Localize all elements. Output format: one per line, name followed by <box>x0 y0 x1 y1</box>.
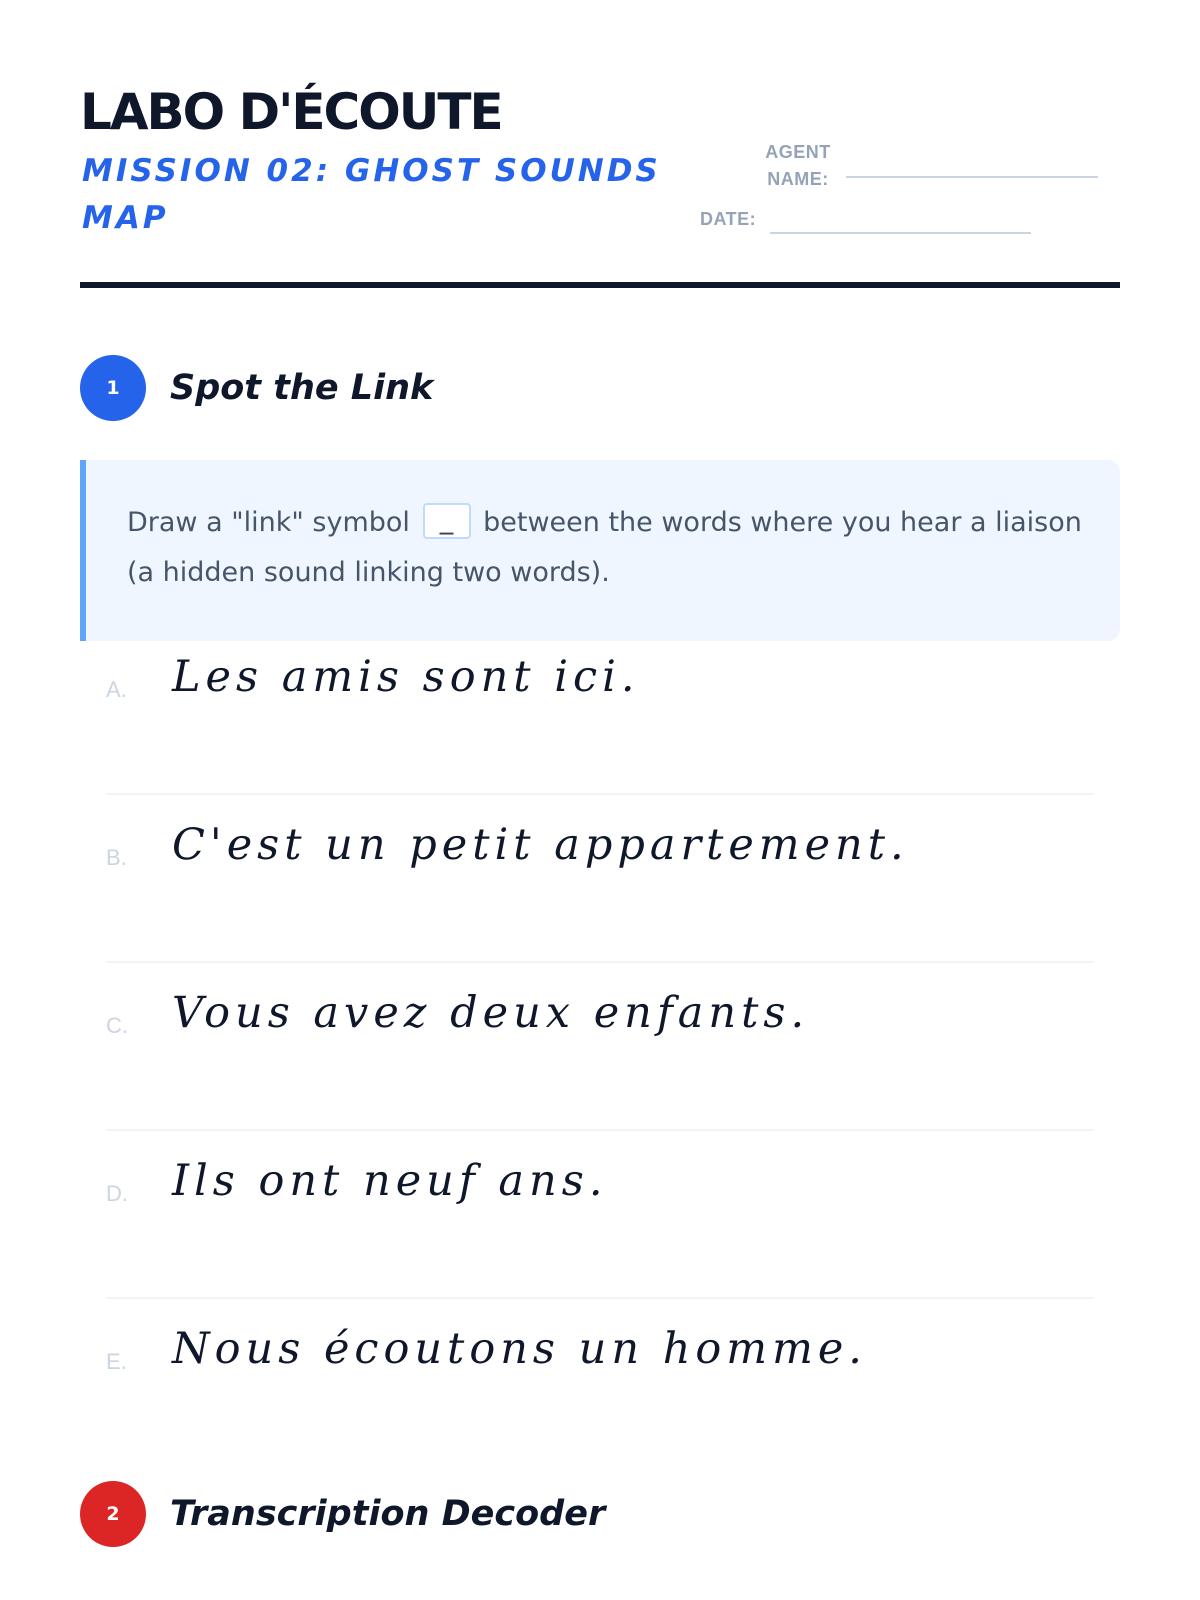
section-2-number-badge: 2 <box>80 1481 146 1547</box>
link-symbol-icon: _ <box>423 503 471 539</box>
section-1-number-badge: 1 <box>80 355 146 421</box>
sentence-item[interactable] <box>106 963 1094 1131</box>
section-2-title: Transcription Decoder <box>170 1494 606 1534</box>
date-label: DATE: <box>700 209 757 229</box>
item-letter: D. <box>106 1181 128 1206</box>
instruction-text-after: between the words where you hear a liaison (a hidden sound linking two words). <box>127 507 1082 588</box>
item-letter: A. <box>106 677 127 702</box>
sentence-text: Les amis sont ici. <box>172 652 640 702</box>
sentence-item[interactable] <box>106 795 1094 963</box>
item-letter: B. <box>106 845 127 870</box>
section-1-title: Spot the Link <box>170 368 434 408</box>
sentence-text: Nous écoutons un homme. <box>172 1324 867 1374</box>
agent-name-field[interactable] <box>846 176 1098 178</box>
sentence-item[interactable] <box>106 1131 1094 1299</box>
page-subtitle: MISSION 02: GHOST SOUNDS MAP <box>82 153 661 236</box>
sentence-text: Ils ont neuf ans. <box>172 1156 608 1206</box>
instruction-text-before: Draw a "link" symbol <box>127 507 410 538</box>
agent-name-label: AGENT NAME: <box>765 142 831 189</box>
instruction-panel <box>80 460 1120 641</box>
sentence-item[interactable] <box>106 627 1094 795</box>
sentence-item[interactable] <box>106 1299 1094 1467</box>
page-title: LABO D'ÉCOUTE <box>80 83 502 141</box>
sentence-text: C'est un petit appartement. <box>172 820 909 870</box>
worksheet-header <box>80 80 1120 288</box>
sentence-text: Vous avez deux enfants. <box>172 988 810 1038</box>
item-letter: C. <box>106 1013 128 1038</box>
date-field[interactable] <box>770 232 1031 234</box>
item-letter: E. <box>106 1349 127 1374</box>
